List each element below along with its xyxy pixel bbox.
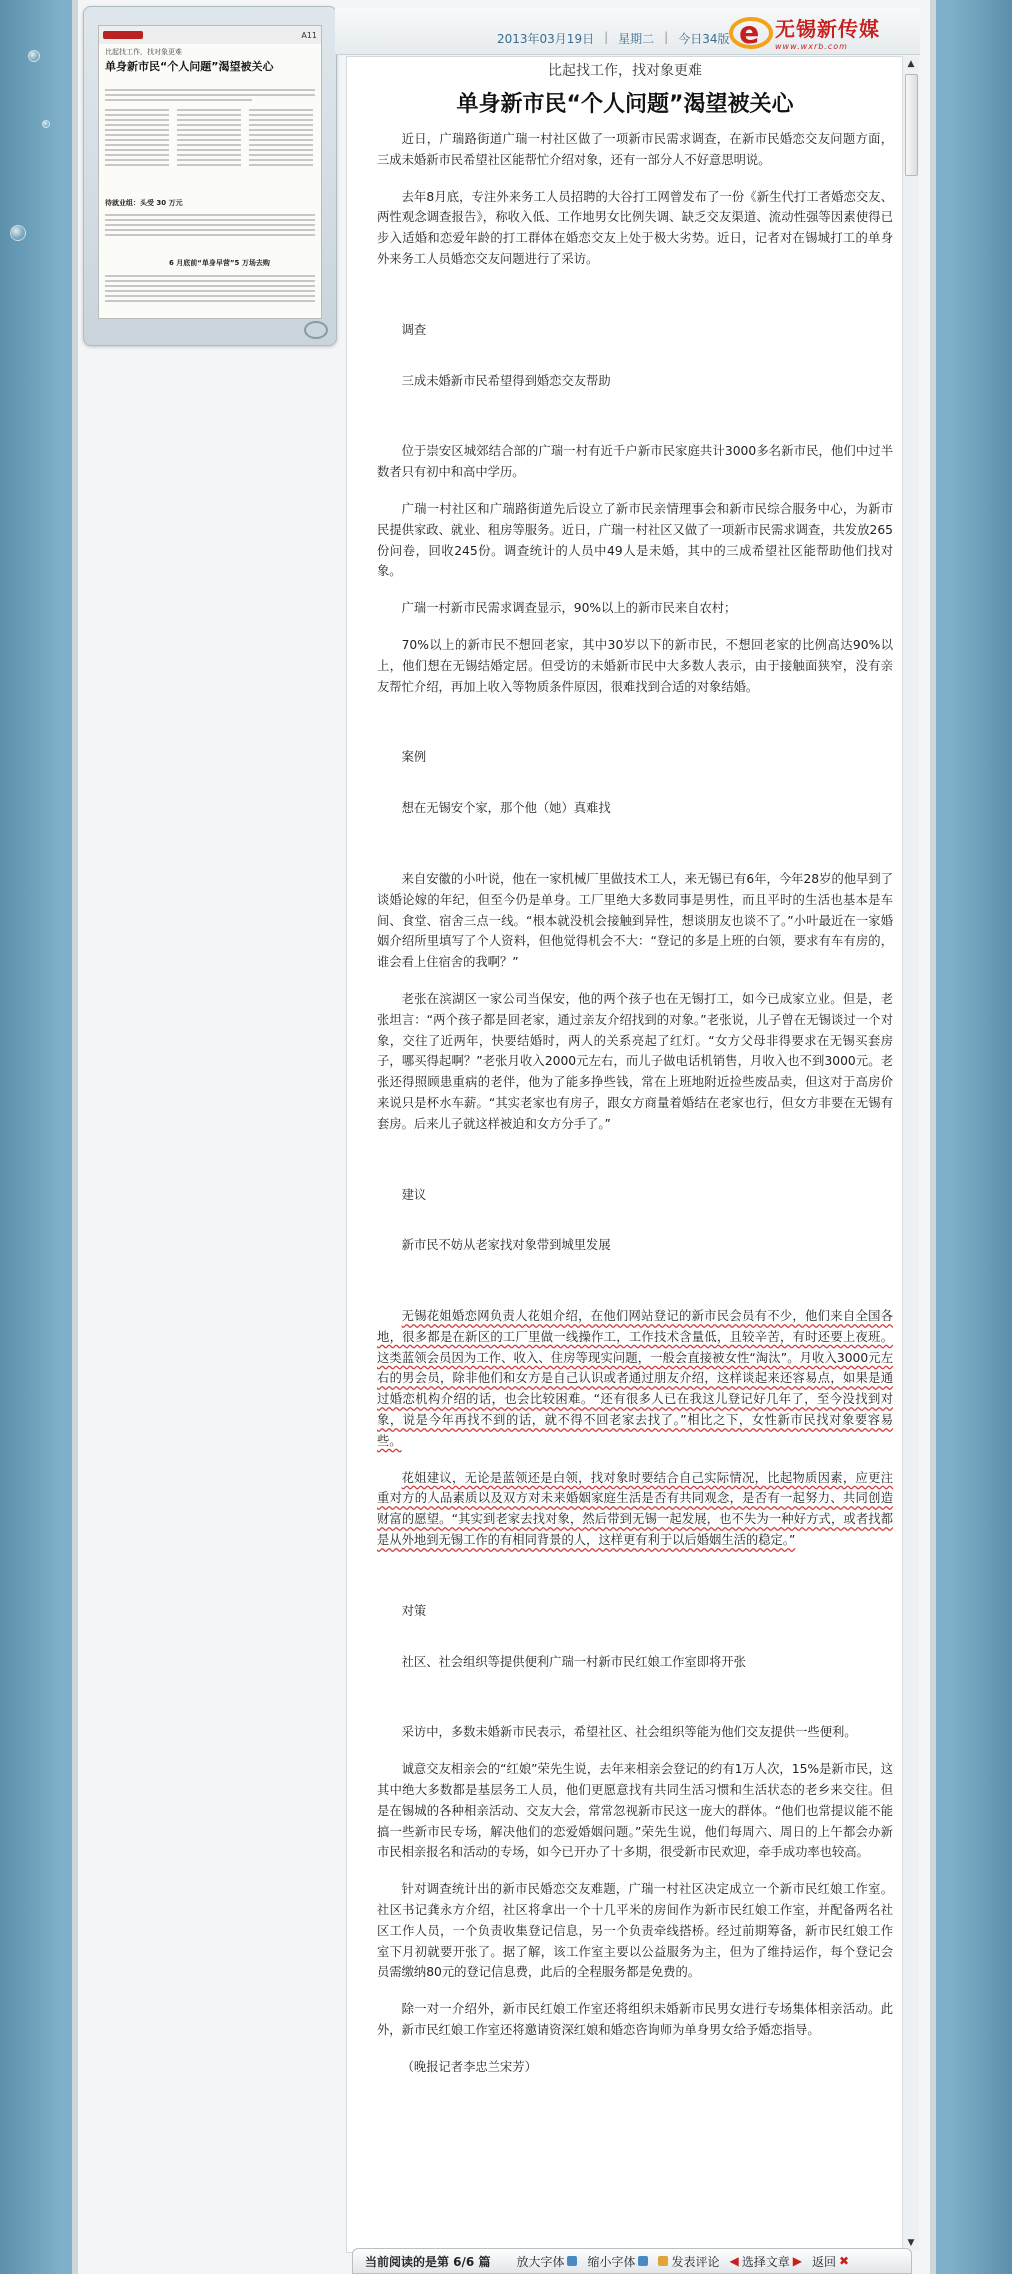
article-paragraph: 针对调查统计出的新市民婚恋交友难题，广瑞一村社区决定成立一个新市民红娘工作室。社区书记龚永方介绍，社区将拿出一个十几平米的房间作为新市民红娘工作室，并配备两名社区工作人员，一个负责收集登记信息，另一个负责牵线搭桥。经过前期筹备，新市民红娘工作室下月初就要开张了。据了解，该工作室主要以公益服务为主，但为了维持运作，每个登记会员需缴纳80元的登记信息费，此后的全程服务都是免费的。: [377, 1882, 893, 1980]
paragraph-spacer: [377, 286, 893, 320]
brand-name: 无锡新传媒: [775, 17, 880, 41]
scroll-up-arrow-icon[interactable]: ▲: [907, 59, 915, 69]
thumbnail-logo: [103, 31, 143, 39]
article-title: 单身新市民“个人问题”渴望被关心: [456, 92, 794, 117]
article-panel[interactable]: [346, 56, 904, 2253]
section-subheading: 新市民不妨从老家找对象带到城里发展: [401, 1238, 611, 1253]
article-paragraph: 位于崇安区城郊结合部的广瑞一村有近千户新市民家庭共计3000多名新市民，他们中过半数者只有初中和高中学历。: [377, 444, 893, 480]
date-info: 2013年03月19日 | 星期二 | 今日34版: [497, 30, 730, 46]
article-subtitle: 比起找工作，找对象更难: [548, 63, 702, 79]
article-paragraph: 采访中，多数未婚新市民表示，希望社区、社会组织等能为他们交友提供一些便利。: [401, 1725, 857, 1740]
brand-url: www.wxrb.com: [775, 42, 848, 51]
page-thumbnail-panel[interactable]: [83, 6, 337, 346]
thumbnail-text-block: [105, 272, 315, 305]
thumbnail-column: [249, 106, 313, 169]
highlighted-paragraph: 无锡花姐婚恋网负责人花姐介绍，在他们网站登记的新市民会员有不少，他们来自全国各地，很多都是在新区的工厂里做一线操作工，工作技术含量低，且较辛苦，有时还要上夜班。这类蓝领会员因为工作、收入、住房等现实问题，一般会直接被女性“淘汰”。月收入3000元左右的男会员，除非他们和女方是自己认识或者通过朋友介绍，这样谈起来还容易点，如果是通过婚恋机构介绍的话，也会比较困难。“还有很多人已在我这儿登记好几年了，至今没找到对象，说是今年再找不到的话，就不得不回老家去找了。”相比之下，女性新市民找对象要容易些。: [377, 1309, 893, 1448]
current-article-indicator: 当前阅读的是第 6/6 篇: [365, 2254, 491, 2269]
paragraph-spacer: [377, 1688, 893, 1722]
brand-e-icon: [727, 13, 775, 51]
article-paragraph: 除一对一介绍外，新市民红娘工作室还将组织未婚新市民男女进行专场集体相亲活动。此外，新市民红娘工作室还将邀请资深红娘和婚恋咨询师为单身男女给予婚恋指导。: [377, 2002, 893, 2038]
paragraph-spacer: [377, 1272, 893, 1306]
thumbnail-header: [99, 26, 321, 44]
edition-count-text: 今日34版: [678, 32, 730, 46]
minus-icon: [638, 2256, 648, 2266]
section-subheading: 想在无锡安个家，那个他（她）真难找: [401, 801, 611, 816]
comment-icon: [658, 2256, 668, 2266]
thumbnail-headline: 单身新市民“个人问题”渴望被关心: [105, 60, 274, 73]
scrollbar-thumb[interactable]: [905, 74, 918, 176]
section-heading: 对策: [401, 1603, 427, 1618]
decor-bubble: [28, 50, 40, 62]
section-heading: 调查: [401, 322, 427, 337]
close-icon: ✖: [839, 2254, 850, 2268]
article-paragraph: 70%以上的新市民不想回老家，其中30岁以下的新市民，不想回老家的比例高达90%以上，他们想在无锡结婚定居。但受访的未婚新市民中大多数人表示，由于接触面狭窄，没有亲友帮忙介绍，再加上收入等物质条件原因，很难找到合适的对象结婚。: [377, 637, 893, 694]
paragraph-spacer: [377, 407, 893, 441]
thumbnail-side-head: 待就业组：头受 30 万元: [105, 199, 183, 207]
comment-button[interactable]: 发表评论: [658, 2253, 719, 2270]
article-nav-bar: [352, 2248, 912, 2274]
thumbnail-column: [105, 106, 169, 169]
date-text: 2013年03月19日: [497, 32, 595, 46]
svg-text:e: e: [739, 16, 760, 51]
section-subheading: 三成未婚新市民希望得到婚恋交友帮助: [401, 373, 611, 388]
arrow-right-icon: ▶: [792, 2254, 802, 2268]
decor-bubble: [10, 225, 26, 241]
thumbnail-text-block: [105, 211, 315, 239]
thumbnail-column: [177, 106, 241, 169]
select-article-button[interactable]: ◀ 选择文章 ▶: [729, 2254, 802, 2269]
brand-logo[interactable]: [727, 10, 902, 54]
thumbnail-page-label: A11: [301, 30, 317, 40]
section-heading: 案例: [401, 750, 427, 765]
article-paragraph: 近日，广瑞路街道广瑞一村社区做了一项新市民需求调查，在新市民婚恋交友问题方面，三成未婚新市民希望社区能帮忙介绍对象，还有一部分人不好意思明说。: [377, 132, 893, 167]
article-body: [377, 129, 893, 2094]
decor-bubble: [42, 120, 50, 128]
shrink-font-button[interactable]: 缩小字体: [587, 2253, 648, 2270]
article-paragraph: 广瑞一村社区和广瑞路街道先后设立了新市民亲情理事会和新市民综合服务中心，为新市民提供家政、就业、租房等服务。近日，广瑞一村社区又做了一项新市民需求调查，共发放265份问卷，回收245份。调查统计的人员中49人是未婚，其中的三成希望社区能帮助他们找对象。: [377, 501, 893, 579]
highlighted-paragraph: 花姐建议，无论是蓝领还是白领，找对象时要结合自己实际情况，比起物质因素，应更注重对方的人品素质以及双方对未来婚姻家庭生活是否有共同观念，是否有一起努力、共同创造财富的愿望。“其实到老家去找对象，然后带到无锡一起发展，也不失为一种好方式，或者找都是从外地到无锡工作的有相同背景的人，这样更有利于以后婚姻生活的稳定。”: [377, 1470, 893, 1548]
paragraph-spacer: [377, 1567, 893, 1601]
article-paragraph: 广瑞一村新市民需求调查显示，90%以上的新市民来自农村；: [401, 601, 737, 616]
top-bar: [335, 8, 920, 55]
article-paragraph: 来自安徽的小叶说，他在一家机械厂里做技术工人，来无锡已有6年，今年28岁的他早到了谈婚论嫁的年纪，但至今仍是单身。工厂里绝大多数同事是男性，而且平时的生活也基本是车间、食堂、宿舍三点一线。“根本就没机会接触到异性，想谈朋友也谈不了。”小叶最近在一家婚姻介绍所里填写了个人资料，但他觉得机会不大：“登记的多是上班的白领，要求有车有房的，谁会看上住宿舍的我啊？”: [377, 871, 893, 970]
section-subheading: 社区、社会组织等提供便利广瑞一村新市民红娘工作室即将开张: [401, 1654, 746, 1669]
plus-icon: [567, 2256, 577, 2266]
newspaper-page-thumbnail[interactable]: [98, 25, 322, 319]
article-paragraph: （晚报记者李忠兰宋芳）: [401, 2059, 537, 2074]
paragraph-spacer: [377, 713, 893, 747]
section-heading: 建议: [401, 1187, 427, 1202]
weekday-text: 星期二: [618, 32, 655, 46]
thumbnail-text-block: [105, 86, 315, 104]
article-paragraph: 老张在滨湖区一家公司当保安，他的两个孩子也在无锡打工，如今已成家立业。但是，老张坦言：“两个孩子都是回老家，通过亲友介绍找到的对象。”老张说，儿子曾在无锡谈过一个对象，交往了近两年，快要结婚时，两人的关系亮起了红灯。“女方父母非得要求在无锡买套房子，哪买得起啊？”老张月收入2000元左右，而儿子做电话机销售，月收入也不到3000元。老张还得照顾患重病的老伴，他为了能多挣些钱，常在上班地附近捡些废品卖，但这对于高房价来说只是杯水车薪。“其实老家也有房子，跟女方商量着婚结在老家也行，但女方非要在无锡有套房。后来儿子就这样被迫和女方分手了。”: [377, 991, 893, 1131]
refresh-icon[interactable]: [304, 321, 328, 339]
paragraph-spacer: [377, 835, 893, 869]
thumbnail-subhead: 比起找工作，找对象更难: [105, 48, 182, 56]
article-paragraph: 去年8月底，专注外来务工人员招聘的大谷打工网曾发布了一份《新生代打工者婚恋交友、两性观念调查报告》，称收入低、工作地男女比例失调、缺乏交友渠道、流动性强等因素使得已步入适婚和恋爱年龄的打工群体在婚恋交友上处于极大劣势。近日，记者对在锡城打工的单身外来务工人员婚恋交友问题进行了采访。: [377, 189, 893, 266]
paragraph-spacer: [377, 1151, 893, 1185]
scroll-down-arrow-icon[interactable]: ▼: [907, 2238, 915, 2248]
thumbnail-side-head: 6 月底前“单身早营”5 万场去购: [169, 259, 270, 267]
enlarge-font-button[interactable]: 放大字体: [516, 2253, 577, 2270]
arrow-left-icon: ◀: [729, 2254, 739, 2268]
article-paragraph: 诚意交友相亲会的“红娘”荣先生说，去年来相亲会登记的约有1万人次，15%是新市民，这其中绝大多数都是基层务工人员，他们更愿意找有共同生活习惯和生活状态的老乡来交往。但是在锡城的各种相亲活动、交友大会，常常忽视新市民这一庞大的群体。“他们也常提议能不能搞一些新市民专场，解决他们的恋爱婚姻问题。”荣先生说，他们每周六、周日的上午都会办新市民相亲报名和活动的专场，如今已开办了十多期，很受新市民欢迎，牵手成功率也较高。: [377, 1762, 893, 1860]
back-button[interactable]: 返回 ✖: [811, 2254, 850, 2269]
scrollbar[interactable]: [902, 56, 919, 2251]
